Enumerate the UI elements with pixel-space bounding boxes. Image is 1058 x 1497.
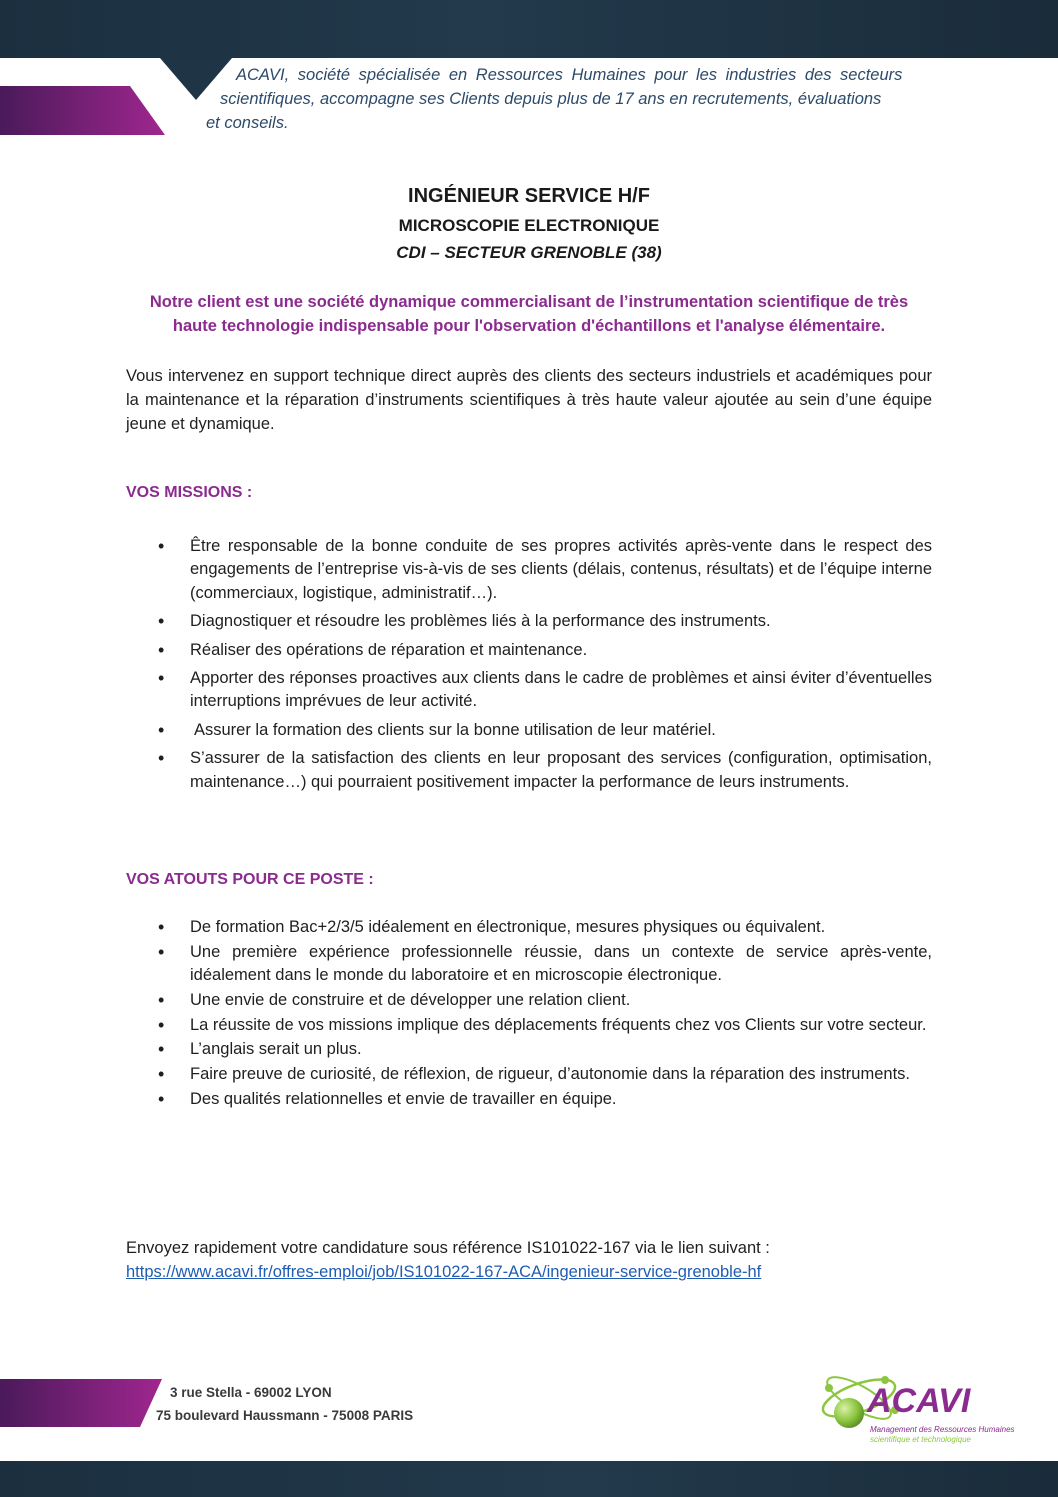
atouts-list [126,916,932,1112]
logo-tagline-1: Management des Ressources Humaines [870,1425,1015,1434]
logo-name: ACAVI [867,1382,971,1420]
application-link[interactable]: https://www.acavi.fr/offres-emploi/job/IS101022-167-ACA/ingenieur-service-grenoble-hf [126,1263,762,1281]
list-item: • L’anglais serait un plus. [126,1038,932,1061]
job-subtitle: MICROSCOPIE ELECTRONIQUE [398,216,660,235]
list-item: • Être responsable de la bonne conduite de ses propres activités après-vente dans le respect des engagements de l’entreprise vis-à-vis de ses clients (délais, contenus, résultats) et de l’équipe interne (commerciaux, logistique, administratif…). [126,535,932,605]
list-item: • Réaliser des opérations de réparation et maintenance. [126,639,932,662]
intro-line-2: scientifiques, accompagne ses Clients depuis plus de 17 ans en recrutements, évaluations [220,90,882,108]
list-item: • Des qualités relationnelles et envie de travailler en équipe. [126,1088,932,1111]
logo-tagline-2: scientifique et technologique [870,1435,971,1444]
list-item: • Apporter des réponses proactives aux clients dans le cadre de problèmes et ainsi éviter d’éventuelles interruptions imprévues de leur activité. [126,667,932,714]
intro-line-1: ACAVI, société spécialisée en Ressources Humaines pour les industries des secteurs [236,66,903,84]
intro-paragraph: Vous intervenez en support technique direct auprès des clients des secteurs industriels et académiques pour la maintenance et la réparation d’instruments scientifiques à très haute valeur ajoutée au sein d’une équipe jeune et dynamique. [126,367,932,433]
list-item: • Une envie de construire et de développer une relation client. [126,989,932,1012]
list-item: • De formation Bac+2/3/5 idéalement en électronique, mesures physiques ou équivalent. [126,916,932,939]
address-lyon: 3 rue Stella - 69002 LYON [170,1385,332,1400]
acavi-logo [815,1368,1025,1458]
application-text: Envoyez rapidement votre candidature sous référence IS101022-167 via le lien suivant : [126,1239,770,1257]
intro-line-3: et conseils. [206,114,289,132]
list-item: • Une première expérience professionnelle réussie, dans un contexte de service après-vente, idéalement dans le monde du laboratoire et en microscopie électronique. [126,941,932,988]
list-item: • Diagnostiquer et résoudre les problèmes liés à la performance des instruments. [126,610,932,633]
client-description: Notre client est une société dynamique commercialisant de l’instrumentation scientifique de très haute technologie indispensable pour l'observation d'échantillons et l'analyse élémentaire. [149,293,909,335]
list-item: • Faire preuve de curiosité, de réflexion, de rigueur, d’autonomie dans la réparation des instruments. [126,1063,932,1086]
footer-decoration [0,1375,200,1435]
list-item: • La réussite de vos missions implique des déplacements fréquents chez vos Clients sur votre secteur. [126,1014,932,1037]
job-title: INGÉNIEUR SERVICE H/F [408,185,650,207]
atouts-heading: VOS ATOUTS POUR CE POSTE : [126,871,374,888]
address-paris: 75 boulevard Haussmann - 75008 PARIS [156,1408,414,1423]
footer-bar [0,1461,1058,1497]
job-contract: CDI – SECTEUR GRENOBLE (38) [396,243,662,262]
company-intro [206,63,926,135]
missions-heading: VOS MISSIONS : [126,484,253,501]
missions-list [126,535,932,799]
list-item: • Assurer la formation des clients sur la bonne utilisation de leur matériel. [126,719,932,742]
list-item: • S’assurer de la satisfaction des clients en leur proposant des services (configuration, optimisation, maintenance…) qui pourraient positivement impacter la performance de leurs instruments. [126,747,932,794]
